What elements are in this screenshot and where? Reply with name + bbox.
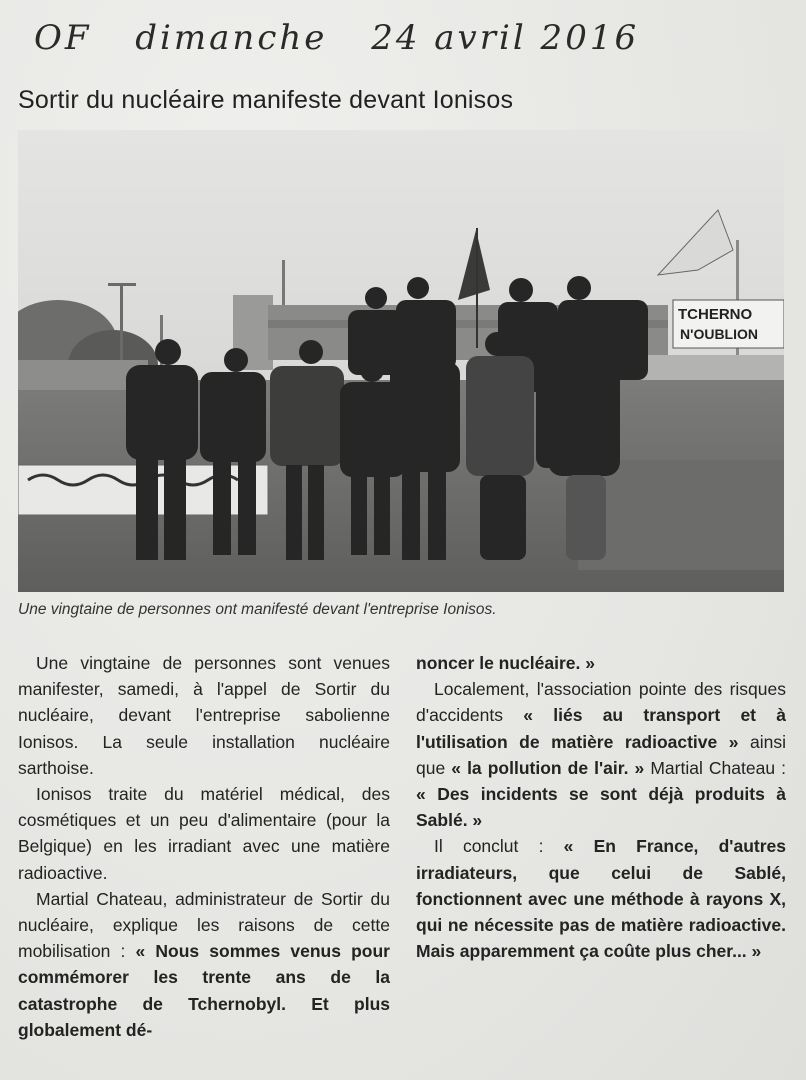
article-headline: Sortir du nucléaire manifeste devant Ionisos <box>18 86 514 114</box>
paragraph-text: Martial Chateau : <box>644 757 786 778</box>
article-paragraph <box>416 650 786 676</box>
article-paragraph <box>18 650 390 781</box>
handwritten-day: dimanche <box>135 18 328 58</box>
article-paragraph <box>18 781 390 886</box>
article-paragraph <box>416 833 786 964</box>
handwritten-date-note <box>34 18 794 68</box>
quote-text: « En France, d'autres irradiateurs, que celui de Sablé, fonctionnent avec une méthode à rayons X, qui ne nécessite pas de matière radioactive. Mais apparemment ça coûte plus cher... » <box>416 836 786 962</box>
quote-text: « la pollution de l'air. » <box>451 757 645 778</box>
paragraph-text: Une vingtaine de personnes sont venues manifester, samedi, à l'appel de Sortir du nucléaire, devant l'entreprise sabolienne Ionisos. La seule installation nucléaire sarthoise. <box>18 653 390 778</box>
handwritten-source: OF <box>34 18 92 58</box>
sign-line-1: TCHERNO <box>678 306 753 323</box>
quote-text: « Des incidents se sont déjà produits à Sablé. » <box>416 784 786 831</box>
article-column-left <box>18 650 390 1043</box>
quote-text: « liés au transport et à l'utilisation de matière radioactive » <box>416 705 786 752</box>
paragraph-text: ainsi que <box>416 731 786 778</box>
handwritten-date: 24 avril 2016 <box>371 18 640 58</box>
paragraph-text: Martial Chateau, administrateur de Sortir du nucléaire, explique les raisons de cette mobilisation : <box>18 888 390 962</box>
photo-caption: Une vingtaine de personnes ont manifesté devant l'entreprise Ionisos. <box>18 601 497 618</box>
sign-line-2: N'OUBLION <box>680 326 758 342</box>
paragraph-text: Ionisos traite du matériel médical, des cosmétiques et un peu d'alimentaire (pour la Belgique) en les irradiant avec une matière radioactive. <box>18 784 390 883</box>
quote-text: « Nous sommes venus pour commémorer les trente ans de la catastrophe de Tchernobyl. Et plus globalement dé- <box>18 941 390 1040</box>
article-photo <box>18 130 784 592</box>
article-paragraph <box>416 676 786 833</box>
article-column-right <box>416 650 786 964</box>
paragraph-text: Il conclut : <box>434 836 564 857</box>
paragraph-text: Localement, l'association pointe des risques d'accidents <box>416 679 786 726</box>
protest-photo-illustration <box>18 130 784 592</box>
article-paragraph <box>18 886 390 1043</box>
quote-text: noncer le nucléaire. » <box>416 653 595 673</box>
